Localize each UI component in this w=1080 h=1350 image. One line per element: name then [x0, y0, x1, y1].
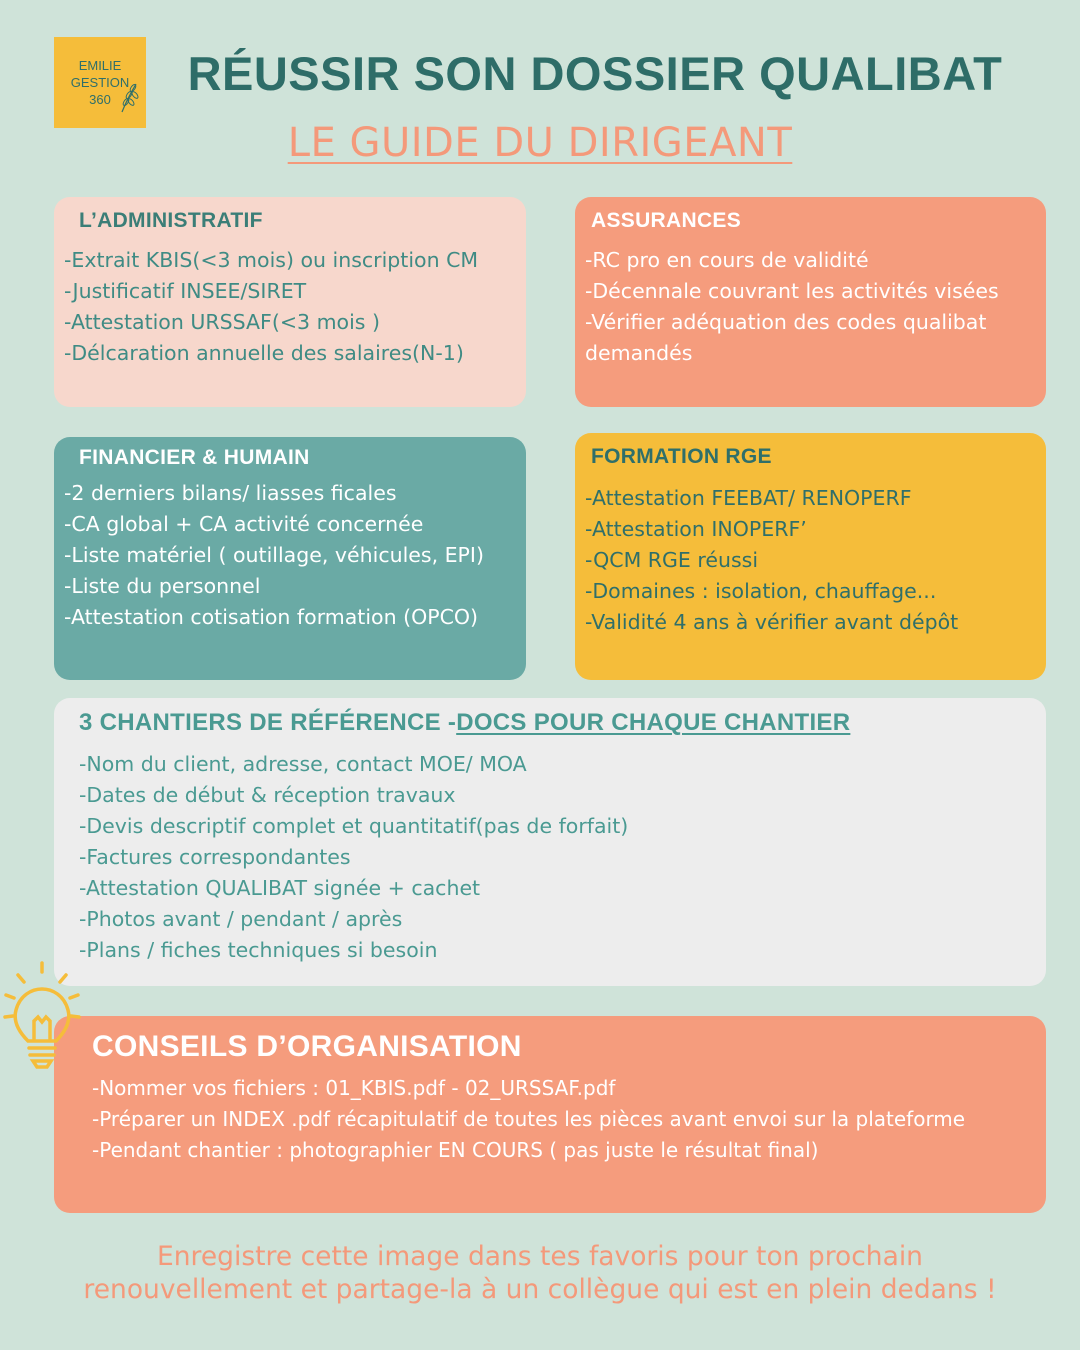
chantiers-title-prefix: 3 CHANTIERS DE RÉFÉRENCE -: [79, 709, 457, 736]
chantiers-list: [79, 749, 1046, 966]
footer-line-1: Enregistre cette image dans tes favoris pour ton prochain: [157, 1241, 923, 1272]
administratif-list: [64, 245, 526, 369]
rge-title: FORMATION RGE: [591, 445, 772, 468]
list-item: -Devis descriptif complet et quantitatif(pas de forfait): [79, 814, 629, 838]
leaf-sprig-icon: [118, 80, 140, 114]
list-item: -Liste matériel ( outillage, véhicules, EPI): [64, 543, 484, 567]
list-item: -Vérifier adéquation des codes qualibat demandés: [585, 310, 987, 365]
list-item: -Liste du personnel: [64, 574, 261, 598]
footer-note: [0, 1240, 1080, 1306]
list-item: -Attestation QUALIBAT signée + cachet: [79, 876, 481, 900]
list-item: -Attestation FEEBAT/ RENOPERF: [585, 486, 912, 510]
conseils-title: CONSEILS D’ORGANISATION: [92, 1030, 522, 1063]
list-item: -Préparer un INDEX .pdf récapitulatif de toutes les pièces avant envoi sur la plateforme: [92, 1107, 966, 1131]
conseils-organisation-card: [54, 1016, 1046, 1213]
conseils-list: [92, 1073, 986, 1166]
chantiers-title: [79, 709, 850, 737]
list-item: -Attestation cotisation formation (OPCO): [64, 605, 479, 629]
list-item: -Nommer vos fichiers : 01_KBIS.pdf - 02_URSSAF.pdf: [92, 1076, 616, 1100]
financier-list: [64, 478, 526, 633]
lightbulb-icon: [0, 955, 95, 1075]
list-item: -RC pro en cours de validité: [585, 248, 869, 272]
brand-logo: [54, 37, 146, 128]
rge-list: [585, 483, 1046, 638]
logo-line-2: GESTION: [70, 75, 130, 90]
list-item: -Justificatif INSEE/SIRET: [64, 279, 307, 303]
list-item: -Nom du client, adresse, contact MOE/ MOA: [79, 752, 527, 776]
list-item: -CA global + CA activité concernée: [64, 512, 424, 536]
assurances-card: [575, 197, 1046, 407]
administratif-title: L’ADMINISTRATIF: [79, 209, 263, 232]
page-title: RÉUSSIR SON DOSSIER QUALIBAT: [187, 47, 1003, 100]
assurances-title: ASSURANCES: [591, 209, 742, 232]
financier-title: FINANCIER & HUMAIN: [79, 446, 310, 469]
list-item: -Domaines : isolation, chauffage...: [585, 579, 937, 603]
list-item: -Attestation URSSAF(<3 mois ): [64, 310, 380, 334]
list-item: -Décennale couvrant les activités visées: [585, 279, 999, 303]
administratif-card: [54, 197, 526, 407]
chantiers-reference-card: [54, 698, 1046, 986]
footer-line-2: renouvellement et partage-la à un collègue qui est en plein dedans !: [83, 1274, 997, 1305]
chantiers-title-underlined: DOCS POUR CHAQUE CHANTIER: [456, 709, 851, 736]
logo-line-3: 360: [89, 92, 111, 107]
list-item: -QCM RGE réussi: [585, 548, 759, 572]
financier-humain-card: [54, 437, 526, 680]
list-item: -Factures correspondantes: [79, 845, 351, 869]
list-item: -Validité 4 ans à vérifier avant dépôt: [585, 610, 959, 634]
logo-line-1: EMILIE: [78, 58, 122, 73]
list-item: -Dates de début & réception travaux: [79, 783, 456, 807]
formation-rge-card: [575, 433, 1046, 680]
list-item: -Attestation INOPERF’: [585, 517, 807, 541]
page-subtitle: LE GUIDE DU DIRIGEANT: [287, 120, 793, 166]
list-item: -Extrait KBIS(<3 mois) ou inscription CM: [64, 248, 479, 272]
list-item: -Photos avant / pendant / après: [79, 907, 403, 931]
list-item: -Pendant chantier : photographier EN COURS ( pas juste le résultat final): [92, 1138, 819, 1162]
list-item: -Délcaration annuelle des salaires(N-1): [64, 341, 464, 365]
list-item: -Plans / fiches techniques si besoin: [79, 938, 438, 962]
assurances-list: [585, 245, 1042, 369]
list-item: -2 derniers bilans/ liasses ficales: [64, 481, 397, 505]
